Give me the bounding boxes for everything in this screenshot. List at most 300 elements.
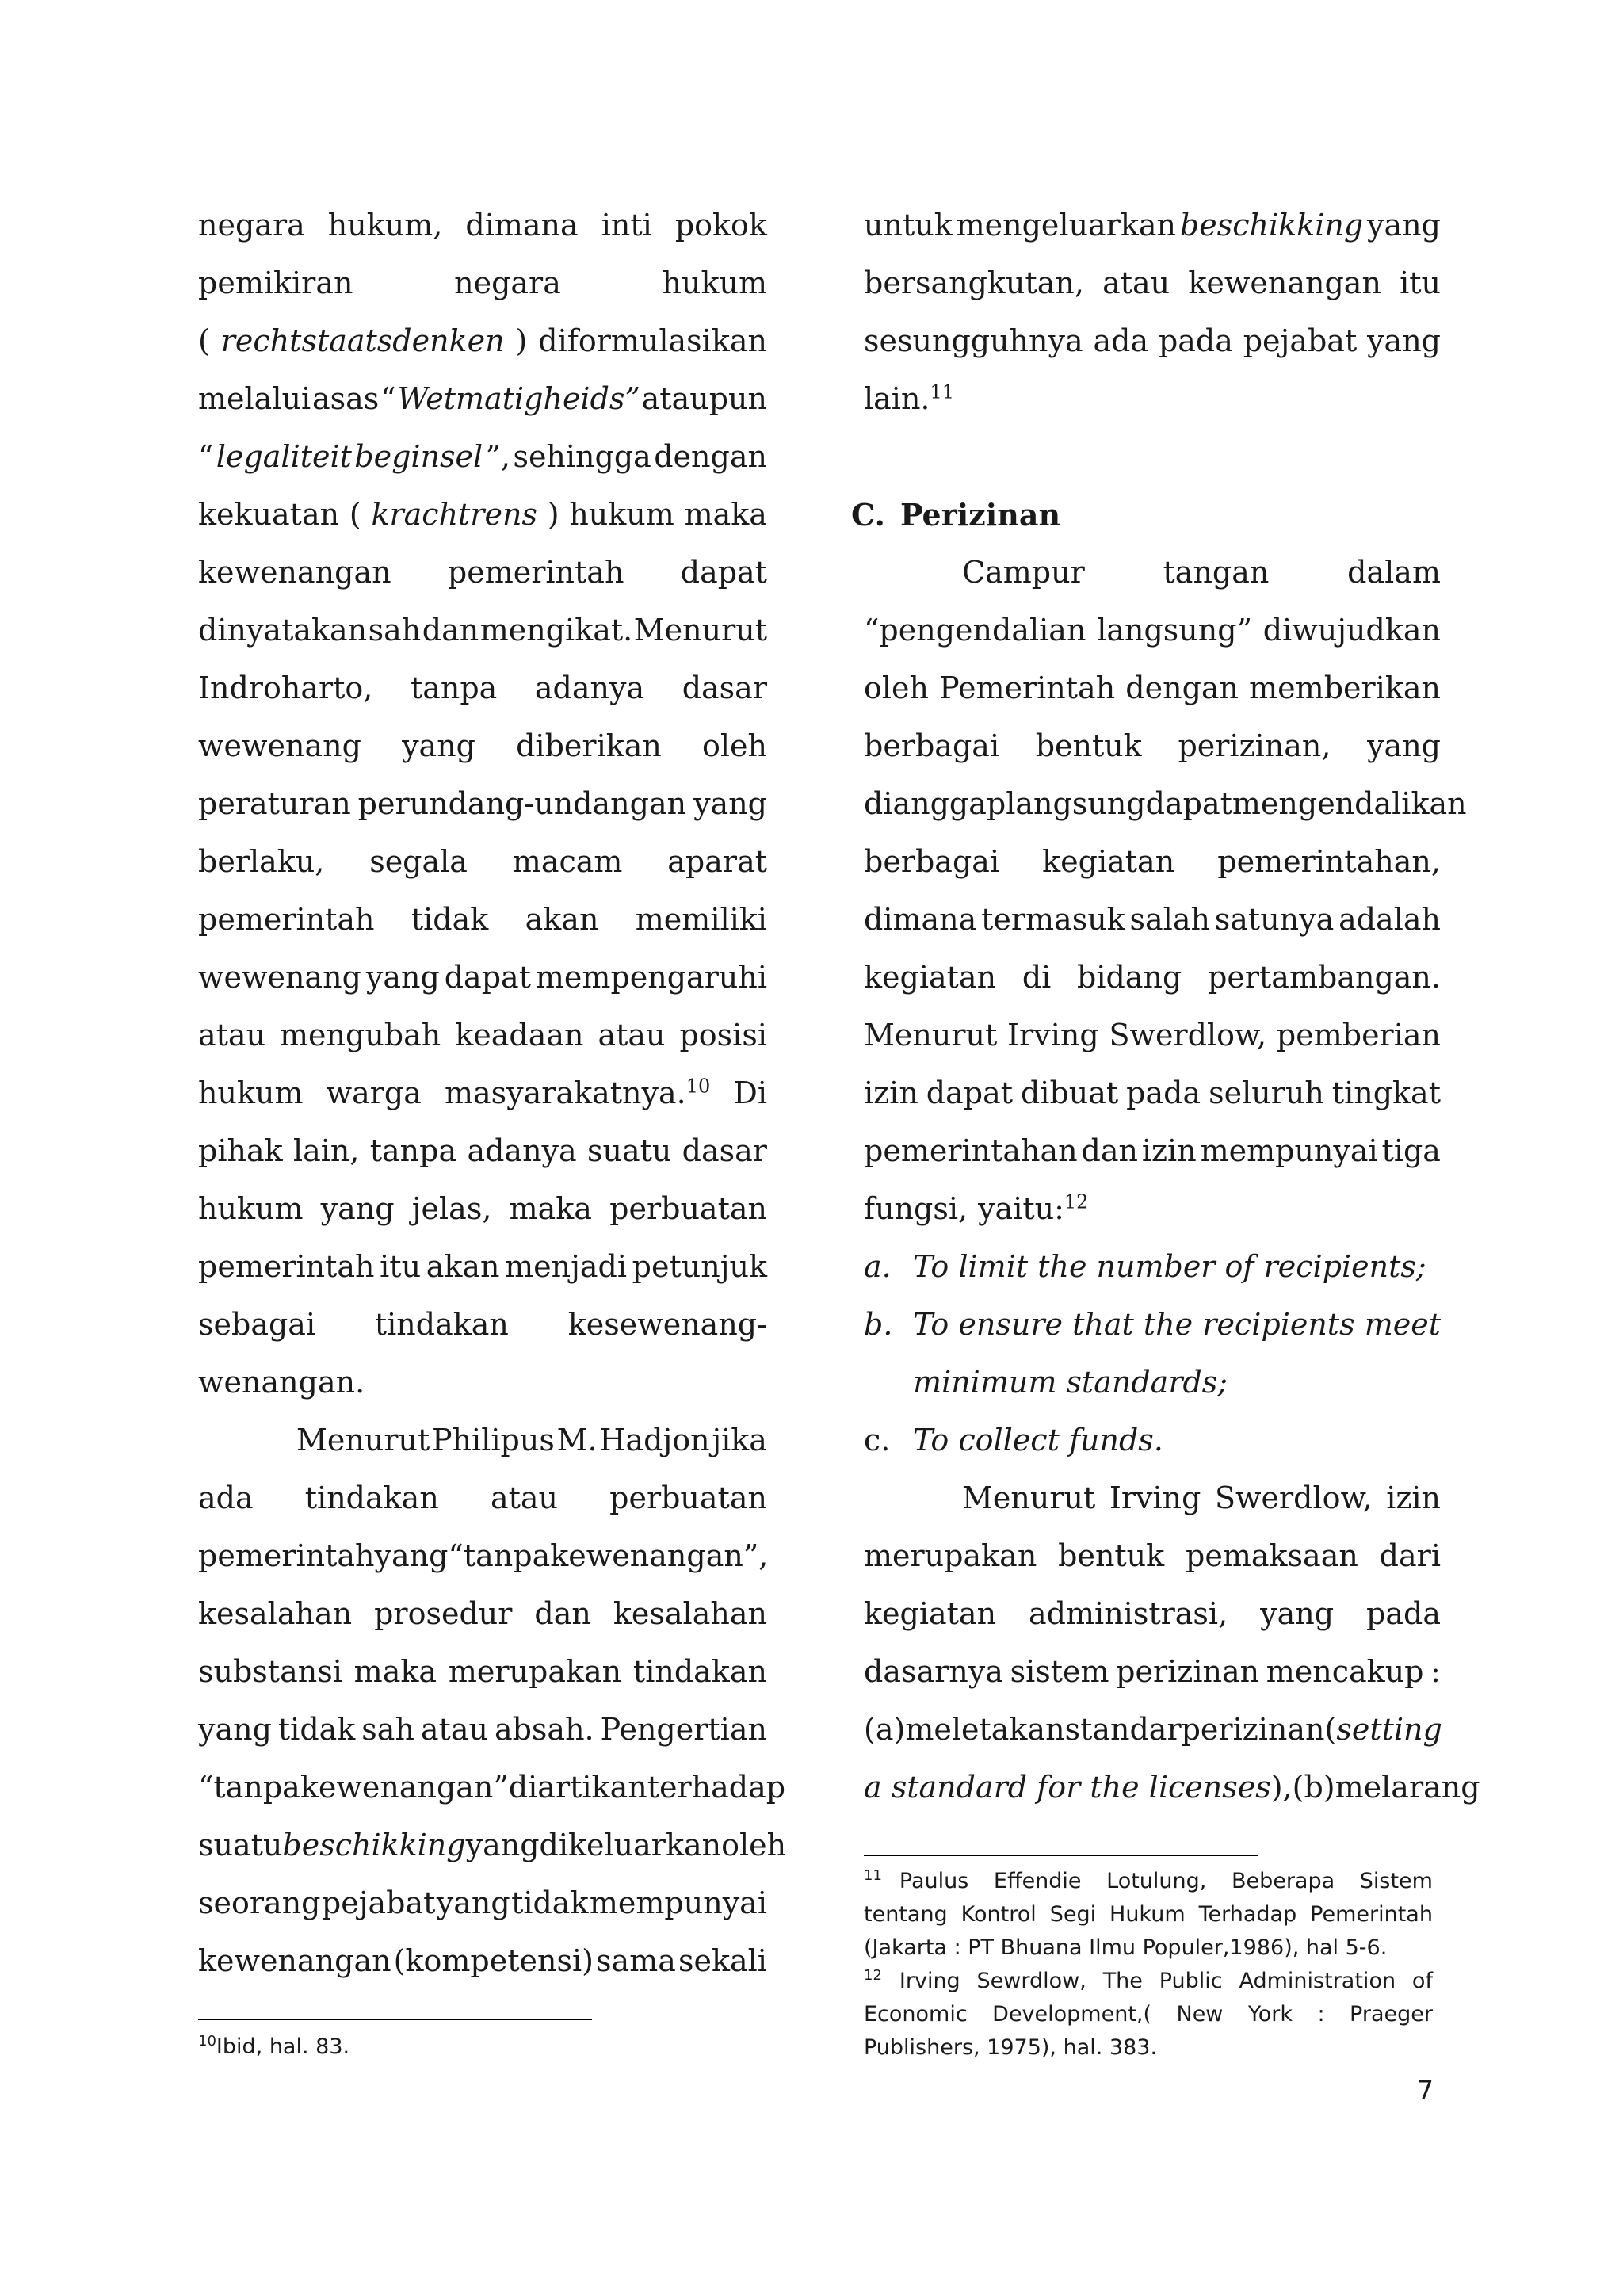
word: mempunyai	[1200, 1133, 1378, 1168]
text-line	[198, 1296, 767, 1354]
word: diwujudkan	[1262, 613, 1441, 648]
word: ”,	[485, 439, 511, 474]
word: beschikking	[282, 1828, 466, 1862]
word: Campur	[962, 555, 1085, 590]
word: tidak	[411, 902, 489, 937]
word: dapat	[1145, 786, 1232, 821]
word: oleh	[701, 728, 767, 763]
word: absah.	[494, 1712, 594, 1747]
footnote-line	[864, 1931, 1433, 1965]
word: M.	[556, 1423, 598, 1457]
word: sistem	[1010, 1654, 1109, 1689]
text-line	[864, 891, 1441, 949]
word: kegiatan	[1042, 844, 1175, 879]
word: ada	[198, 1480, 254, 1515]
word: bidang	[1077, 960, 1182, 995]
word: dasar	[682, 1133, 767, 1168]
word: York	[1247, 2002, 1293, 2027]
word: Effendie	[993, 1869, 1082, 1893]
word: posisi	[679, 1018, 767, 1052]
word: terhadap	[647, 1770, 786, 1805]
word: )	[515, 323, 528, 358]
word: Kontrol	[960, 1902, 1037, 1927]
word: berlaku,	[198, 844, 325, 879]
word: dimana	[465, 208, 579, 243]
word: dinyatakan	[198, 613, 368, 648]
word: (b)	[1292, 1770, 1335, 1805]
word: tanpa	[369, 1133, 457, 1168]
word: perizinan	[1116, 1654, 1260, 1689]
word: legaliteit	[216, 439, 352, 474]
word: mengeluarkan	[956, 208, 1177, 243]
word: tindakan	[632, 1654, 767, 1689]
word: dikeluarkan	[539, 1828, 722, 1862]
word: mengikat.	[479, 613, 633, 648]
word: New	[1176, 2002, 1224, 2027]
word: dan	[1081, 1133, 1138, 1168]
footnote-rule-left	[198, 2019, 592, 2020]
word: “pengendalian	[864, 613, 1086, 648]
word: (kompetensi)	[393, 1943, 594, 1978]
word: pada	[1126, 1075, 1201, 1110]
word: wewenang	[198, 728, 361, 763]
word: wewenang	[198, 960, 361, 995]
word: dari	[1379, 1538, 1441, 1573]
text-line	[198, 1122, 767, 1180]
word: melarang	[1335, 1770, 1480, 1805]
word: meletakan	[905, 1712, 1065, 1747]
footnote-rule-right	[864, 1855, 1258, 1856]
word: )	[547, 497, 559, 532]
word: aparat	[667, 844, 767, 879]
text-line	[198, 717, 767, 775]
text-line	[864, 1701, 1441, 1759]
word: pihak	[198, 1133, 283, 1168]
word: Lotulung,	[1106, 1869, 1207, 1893]
word: Public	[1159, 1969, 1223, 1993]
word: sama	[596, 1943, 676, 1978]
word: oleh	[864, 670, 929, 705]
text-line	[864, 544, 1441, 602]
word: keadaan	[455, 1018, 584, 1052]
text-line	[198, 1238, 767, 1296]
word: yaitu:$^{12}$	[978, 1190, 1089, 1226]
word: sah	[368, 613, 422, 648]
word: ataupun	[641, 381, 767, 416]
word: izin	[864, 1075, 918, 1110]
word: “	[198, 439, 214, 474]
word: izin	[1141, 1133, 1197, 1168]
word: $^{11}$ Paulus	[864, 1867, 969, 1893]
text-line	[864, 1759, 1480, 1817]
left-column	[198, 197, 787, 1990]
text-line	[864, 370, 1441, 428]
word: meet	[1364, 1307, 1441, 1342]
word: untuk	[864, 208, 953, 243]
word: Pemerintah	[939, 670, 1116, 705]
word: dianggap	[864, 786, 1006, 821]
word: jelas,	[411, 1191, 492, 1226]
text-line	[198, 891, 767, 949]
word: diartikan	[508, 1770, 647, 1805]
word: menjadi	[505, 1249, 628, 1284]
footnote-line	[198, 2030, 674, 2064]
text-line	[864, 1180, 1441, 1238]
word: Di	[733, 1075, 767, 1110]
list-item-line	[864, 1354, 1441, 1412]
text-line	[198, 197, 767, 254]
word: hukum	[569, 497, 674, 532]
word: adanya	[534, 670, 645, 705]
text-line	[864, 312, 1441, 370]
word: Hadjon	[599, 1423, 710, 1457]
word: akan	[426, 1249, 500, 1284]
list-item-text	[913, 1354, 1441, 1412]
text-line	[864, 1122, 1441, 1180]
word: dasar	[682, 670, 767, 705]
word: Pemerintah	[1310, 1902, 1433, 1927]
word: kesalahan	[613, 1596, 767, 1631]
text-line	[198, 1759, 786, 1817]
word: tanpa	[410, 670, 498, 705]
text-line	[198, 428, 767, 486]
word: Swerdlow,	[1214, 1480, 1373, 1515]
word: Beberapa	[1231, 1869, 1335, 1893]
word: sesungguhnya	[864, 323, 1083, 358]
word: melalui	[198, 381, 311, 416]
word: memberikan	[1249, 670, 1441, 705]
word: atau	[420, 1712, 488, 1747]
text-line	[198, 949, 767, 1007]
word: :	[1430, 1654, 1441, 1689]
word: Pengertian	[600, 1712, 767, 1747]
word: $^{10}$Ibid, hal. 83.	[198, 2033, 350, 2059]
word: Segi	[1049, 1902, 1097, 1927]
footnotes-left	[198, 2030, 674, 2064]
word: di	[1022, 960, 1052, 995]
word: dengan	[654, 439, 767, 474]
text-line	[864, 1585, 1441, 1643]
text-line	[198, 602, 767, 659]
text-line	[864, 602, 1441, 659]
text-line	[864, 659, 1441, 717]
word: merupakan	[864, 1538, 1037, 1573]
text-line	[864, 1643, 1441, 1701]
word: memiliki	[635, 902, 767, 937]
word: pemerintah	[198, 1249, 375, 1284]
word: lain.$^{11}$	[864, 380, 955, 416]
word: atau	[598, 1018, 666, 1052]
word: merupakan	[448, 1654, 622, 1689]
word: pejabat	[321, 1885, 436, 1920]
word: macam	[512, 844, 623, 879]
word: seorang	[198, 1885, 321, 1920]
text-line	[864, 197, 1441, 254]
word: inti	[601, 208, 652, 243]
word: tangan	[1163, 555, 1270, 590]
word: tidak	[511, 1885, 589, 1920]
text-line	[864, 1469, 1441, 1527]
word: bentuk	[1035, 728, 1142, 763]
text-line	[864, 833, 1441, 891]
word: (	[198, 323, 210, 358]
word: dan	[422, 613, 479, 648]
word: “	[380, 381, 396, 416]
word: Menurut	[296, 1423, 430, 1457]
footnote-ref: 10	[685, 1075, 711, 1098]
word: pemerintah	[198, 902, 375, 937]
text-line	[198, 1180, 767, 1238]
word: sah	[361, 1712, 414, 1747]
word: kewenangan”,	[550, 1538, 769, 1573]
word: kekuatan	[198, 497, 340, 532]
word: suatu	[198, 1828, 283, 1862]
word: peraturan	[198, 786, 351, 821]
word: yang	[1367, 323, 1441, 358]
word: Administration	[1239, 1969, 1396, 1993]
footnote-line	[864, 1898, 1433, 1931]
text-line	[198, 312, 767, 370]
list-item-line	[864, 1412, 1441, 1469]
text-line	[198, 1064, 767, 1122]
word: dalam	[1347, 555, 1441, 590]
word: (	[349, 497, 361, 532]
word: hukum	[662, 266, 767, 300]
text-line	[198, 486, 767, 544]
word: itu	[1400, 266, 1441, 300]
word: suatu	[586, 1133, 672, 1168]
word: hukum	[198, 1075, 304, 1110]
word: Menurut	[633, 613, 767, 648]
word: langsung”	[1097, 613, 1252, 648]
word: maka	[353, 1654, 437, 1689]
word: $^{12}$ Irving	[864, 1967, 960, 1993]
word: pemerintah	[198, 1538, 375, 1573]
word: atau	[1102, 266, 1170, 300]
word: ensure	[958, 1307, 1063, 1342]
word: minimum standards;	[913, 1365, 1228, 1400]
list-marker: a.	[864, 1249, 892, 1284]
word: hukum	[198, 1191, 304, 1226]
word: dapat	[680, 555, 767, 590]
word: adanya	[467, 1133, 577, 1168]
word: yang	[374, 1538, 449, 1573]
word: yang	[320, 1191, 395, 1226]
word: segala	[369, 844, 468, 879]
word: dapat	[444, 960, 531, 995]
footnote-number: 12	[864, 1967, 882, 1984]
word: pemikiran	[198, 266, 353, 300]
word: (	[1324, 1712, 1337, 1747]
word: atau	[490, 1480, 558, 1515]
word: kewenangan”	[300, 1770, 509, 1805]
word: beschikking	[1179, 208, 1364, 243]
word: hukum,	[327, 208, 443, 243]
word: Irving	[1109, 1480, 1201, 1515]
word: tindakan	[374, 1307, 509, 1342]
word: fungsi,	[864, 1191, 968, 1226]
text-line	[864, 949, 1441, 1007]
word: To	[913, 1307, 949, 1342]
word: berbagai	[864, 728, 1000, 763]
word: mengubah	[280, 1018, 441, 1052]
word: perizinan	[1181, 1712, 1325, 1747]
word: pemaksaan	[1186, 1538, 1358, 1573]
word: Development,(	[992, 2002, 1152, 2027]
word: pemerintahan	[864, 1133, 1078, 1168]
word: mempunyai	[589, 1885, 767, 1920]
text-line	[864, 1527, 1441, 1585]
word: pertambangan.	[1208, 960, 1441, 995]
word: (Jakarta : PT Bhuana Ilmu Populer,1986), hal 5-6.	[864, 1935, 1388, 1960]
word: mengendalikan	[1232, 786, 1467, 821]
word: Menurut	[962, 1480, 1096, 1515]
word: yang	[365, 960, 440, 995]
word: kewenangan	[198, 1943, 391, 1978]
word: dengan	[1125, 670, 1239, 705]
word: pada	[1366, 1596, 1441, 1631]
word: Irving	[1007, 1018, 1099, 1052]
word: dibuat	[1020, 1075, 1119, 1110]
text-line	[864, 1007, 1441, 1064]
word: Hukum	[1109, 1902, 1186, 1927]
word: diformulasikan	[538, 323, 767, 358]
word: satunya	[1214, 902, 1335, 937]
word: Menurut	[864, 1018, 998, 1052]
word: Indroharto,	[198, 670, 373, 705]
word: a standard for the licenses	[864, 1770, 1271, 1805]
list-item-line	[864, 1296, 1441, 1354]
word: mencakup	[1266, 1654, 1424, 1689]
word: pokok	[674, 208, 767, 243]
word: prosedur	[374, 1596, 513, 1631]
word: perbuatan	[609, 1191, 767, 1226]
word: adalah	[1338, 902, 1441, 937]
text-line	[198, 370, 767, 428]
word: pejabat	[1243, 323, 1358, 358]
word: Praeger	[1350, 2002, 1433, 2027]
word: beginsel	[354, 439, 483, 474]
word: perundang-undangan	[357, 786, 687, 821]
list-item-line	[864, 1238, 1441, 1296]
word: negara	[198, 208, 305, 243]
word: seluruh	[1209, 1075, 1324, 1110]
word: dasarnya	[864, 1654, 1003, 1689]
word: Sewrdlow,	[976, 1969, 1086, 1993]
word: Sistem	[1359, 1869, 1433, 1893]
text-line	[198, 1701, 767, 1759]
text-line	[198, 1643, 767, 1701]
word: yang	[436, 1885, 510, 1920]
footnote-number: 10	[198, 2033, 216, 2050]
text-line	[864, 254, 1441, 312]
text-line	[198, 1354, 767, 1412]
word: bersangkutan,	[864, 266, 1084, 300]
word: tingkat	[1331, 1075, 1441, 1110]
word: bentuk	[1058, 1538, 1165, 1573]
section-title: Perizinan	[900, 497, 1061, 533]
text-line	[198, 1585, 767, 1643]
text-line	[198, 1874, 767, 1932]
text-line	[198, 1469, 767, 1527]
footnote-line	[864, 1965, 1433, 1998]
word: akan	[525, 902, 599, 937]
word: pemerintahan,	[1217, 844, 1441, 879]
word: yang	[693, 786, 767, 821]
text-line	[198, 254, 767, 312]
word: setting	[1336, 1712, 1442, 1747]
text-line	[198, 1527, 767, 1585]
word: To limit the number of recipients;	[913, 1249, 1426, 1284]
word: yang	[1367, 208, 1441, 243]
word: jika	[712, 1423, 767, 1457]
word: tentang	[864, 1902, 948, 1927]
text-line	[198, 1817, 787, 1874]
text-line	[198, 833, 767, 891]
word: perbuatan	[609, 1480, 767, 1515]
word: ada	[1093, 323, 1149, 358]
word: tiga	[1381, 1133, 1441, 1168]
right-column	[851, 197, 1480, 1817]
text-line	[198, 659, 767, 717]
word: administrasi,	[1029, 1596, 1228, 1631]
section-heading	[851, 486, 1441, 544]
word: diberikan	[516, 728, 662, 763]
word: substansi	[198, 1654, 342, 1689]
text-line	[198, 1007, 767, 1064]
word: tidak	[277, 1712, 356, 1747]
word: sehingga	[513, 439, 651, 474]
word: dapat	[926, 1075, 1014, 1110]
list-marker: c.	[864, 1423, 891, 1457]
word: oleh	[721, 1828, 787, 1862]
word: sebagai	[198, 1307, 316, 1342]
word: recipients	[1202, 1307, 1355, 1342]
word: termasuk	[981, 902, 1125, 937]
word: petunjuk	[632, 1249, 767, 1284]
word: To collect funds.	[913, 1423, 1163, 1457]
word: maka	[684, 497, 767, 532]
footnote-ref: 11	[930, 380, 955, 403]
text-line	[864, 717, 1441, 775]
word: Economic	[864, 2002, 968, 2027]
text-line	[198, 544, 767, 602]
word: yang	[402, 728, 475, 763]
word: Wetmatigheids”	[397, 381, 640, 416]
word: Swerdlow,	[1109, 1018, 1267, 1052]
word: of	[1411, 1969, 1433, 1993]
word: (a)	[864, 1712, 906, 1747]
word: pemberian	[1276, 1018, 1441, 1052]
word: Philipus	[432, 1423, 555, 1457]
word: pemerintah	[447, 555, 624, 590]
text-line	[198, 775, 767, 833]
footnote-line	[864, 1865, 1433, 1898]
word: salah	[1129, 902, 1210, 937]
word: “tanpa	[448, 1538, 551, 1573]
page-number: 7	[1417, 2075, 1434, 2106]
word: izin	[1386, 1480, 1441, 1515]
word: maka	[509, 1191, 592, 1226]
text-line	[198, 1932, 767, 1990]
word: kewenangan	[1188, 266, 1381, 300]
word: sekali	[678, 1943, 767, 1978]
word: tindakan	[304, 1480, 439, 1515]
word: kewenangan	[198, 555, 391, 590]
word: lain,	[292, 1133, 360, 1168]
list-item-text	[913, 1412, 1441, 1469]
word: kegiatan	[864, 1596, 997, 1631]
